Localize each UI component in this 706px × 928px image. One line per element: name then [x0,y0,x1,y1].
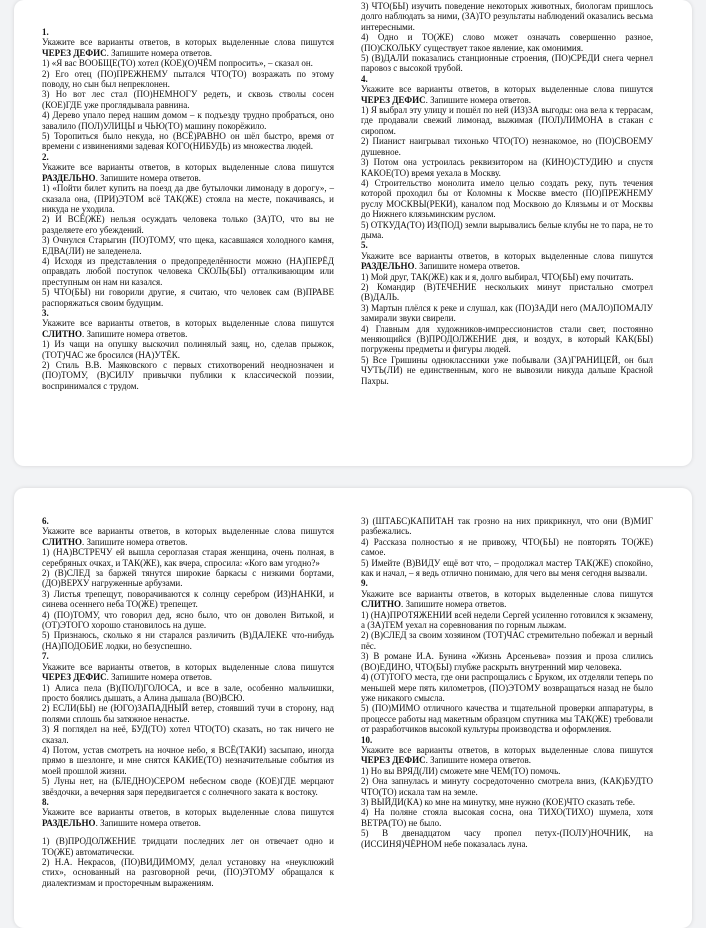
answer-option: 3) Но вот лес стал (ПО)НЕМНОГУ редеть, и сквозь стволы сосен (КОЕ)ГДЕ уже проглядывала равнина. [42,89,334,110]
instruction-keyword: РАЗДЕЛЬНО [42,817,96,828]
answer-option: 2) Стиль В.В. Маяковского с первых стихотворений неоднозначен и (ПО)ТОМУ, (В)СИЛУ привычки публики к классической поэзии, воспринимался с трудом. [42,360,334,391]
answer-option: 2) Его отец (ПО)ПРЕЖНЕМУ пытался ЧТО(ТО) возражать по этому поводу, но сын был непреклонен. [42,68,334,90]
task-block [361,578,653,734]
answer-option: 2) Она запнулась и минуту сосредоточенно смотрела вниз, (КАК)БУДТО ЧТО(ТО) искала там на земле. [361,776,653,797]
answer-option: 3) Потом она устроилась реквизитором на (КИНО)СТУДИЮ и спустя КАКОЕ(ТО) время уехала в Москву. [361,157,653,178]
task-number: 10. [361,734,373,745]
task-number: 1. [42,27,49,37]
answer-option: 1) Из чащи на опушку выскочил полинялый заяц, но, сделав прыжок, (ТОТ)ЧАС же бросился (НА)УТЁК. [42,339,334,360]
answer-option: 3) Мартын плёлся к реке и слушал, как (ПО)ЗАДИ него (МАЛО)ПОМАЛУ замирали звуки свирели. [361,302,653,324]
task-block [361,74,653,241]
instruction-text: Укажите все варианты ответов, в которых выделенные слова пишутся [42,807,334,818]
instruction-keyword: СЛИТНО [42,328,82,339]
answer-option: 2) (В)СЛЕД за своим хозяином (ТОТ)ЧАС стремительно побежал и верный пёс. [361,630,653,651]
page-2-left-column [42,516,334,888]
answer-option: 4) Одно и ТО(ЖЕ) слово может означать совершенно разное, (ПО)СКОЛЬКУ существует такое явление, как омонимия. [361,32,653,53]
answer-option: 2) Пианист наигрывал тихонько ЧТО(ТО) незнакомое, но (ПО)СВОЕМУ душевное. [361,136,653,157]
answer-option: 1) (НА)ВСТРЕЧУ ей вышла сероглазая старая женщина, очень полная, в серебряных очках, и ТАК(ЖЕ), как вчера, спросила: «Кого вам угодно?» [42,547,334,568]
answer-option: 5) Все Гришины одноклассники уже побывали (ЗА)ГРАНИЦЕЙ, он был ЧУТЬ(ЛИ) не единственным, кого не вывозили никуда дальше Красной Пахры. [361,354,653,386]
instruction-text: . Запишите номера ответов. [95,172,201,183]
answer-option: 2) (В)СЛЕД за баржей тянутся широкие баркасы с низкими бортами, (ДО)ВЕРХУ нагруженные арбузами. [42,568,334,589]
page-1-left-column [42,27,334,391]
answer-option: 4) (ПО)ТОМУ, что говорил дед, ясно было, что он доволен Витькой, и (ОТ)ЭТОГО хорошо становилось на душе. [42,609,334,631]
answer-option: 2) Командир (В)ТЕЧЕНИЕ нескольких минут пристально смотрел (В)ДАЛЬ. [361,281,653,303]
task-block [361,240,653,386]
instruction-keyword: СЛИТНО [361,599,401,610]
task-number: 9. [361,578,368,589]
instruction-text: Укажите все варианты ответов, в которых выделенные слова пишутся [42,526,334,537]
spacer [42,828,334,836]
instruction-text: Укажите все варианты ответов, в которых выделенные слова пишутся [42,162,334,173]
task-number: 6. [42,516,49,526]
instruction-text: Укажите все варианты ответов, в которых выделенные слова пишутся [42,318,334,329]
instruction-text: Укажите все варианты ответов, в которых выделенные слова пишутся [361,250,653,261]
instruction-keyword: ЧЕРЕЗ ДЕФИС [361,94,426,105]
answer-option: 5) Луны нет, на (БЛЕДНО)СЕРОМ небесном своде (КОЕ)ГДЕ мерцают звёздочки, а вечерняя заря передвигается с солнечного заката к востоку. [42,776,334,797]
task-instruction [361,251,653,272]
task-instruction [42,37,334,58]
task-number: 7. [42,651,49,662]
task-instruction [42,662,334,683]
task-block [42,27,334,152]
task-number: 5. [361,240,368,251]
answer-option: 1) (В)ПРОДОЛЖЕНИЕ тридцати последних лет он отвечает одно и ТО(ЖЕ) автоматически. [42,836,334,857]
answer-option: 1) «Я вас ВООБЩЕ(ТО) хотел (КОЕ)(О)ЧЁМ попросить», – сказал он. [42,58,313,69]
instruction-text: Укажите все варианты ответов, в которых выделенные слова пишутся [42,661,334,672]
answer-option: 3) В романе И.А. Бунина «Жизнь Арсеньева» поэзия и проза слились (ВО)ЕДИНО, ЧТО(БЫ) глубже раскрыть внутренний мир человека. [361,651,653,672]
task-instruction [42,807,334,828]
task-block [42,797,334,888]
answer-option: 4) Главным для художников-импрессионистов стали свет, постоянно меняющийся (В)ПРОДОЛЖЕНИЕ дня, и воздух, в который КАК(БЫ) погружены предметы и фигуры людей. [361,323,653,355]
answer-option: 2) Н.А. Некрасов, (ПО)ВИДИМОМУ, делал установку на «неуклюжий стих», основанный на разговорной речи, (ПО)ЭТОМУ обращался к диалектизмам и просторечным выражениям. [42,857,334,888]
task-instruction [361,745,653,766]
instruction-keyword: ЧЕРЕЗ ДЕФИС [42,672,107,683]
instruction-keyword: ЧЕРЕЗ ДЕФИС [42,47,107,58]
answer-option: 4) На поляне стояла высокая сосна, она ТИХО(ТИХО) шумела, хотя ВЕТРА(ТО) не было. [361,807,653,828]
task-block [42,516,334,651]
instruction-text: . Запишите номера ответов. [82,328,188,339]
task-number: 2. [42,151,49,162]
task-instruction [42,318,334,339]
answer-option: 1) (НА)ПРОТЯЖЕНИИ всей недели Сергей усиленно готовился к экзамену, а (ЗА)ТЕМ уехал на соревнования по горным лыжам. [361,609,653,631]
answer-option: 4) Рассказа полностью я не привожу, ЧТО(БЫ) не повторять ТО(ЖЕ) самое. [361,536,653,558]
answer-option: 5) (ПО)МИМО отличного качества и тщательной проверки аппаратуры, в процессе работы над макетным образцом спутника мы ТАК(ЖЕ) требовали от разработчиков высокой культуры производства и оформления. [361,703,653,735]
instruction-text: . Запишите номера ответов. [106,47,212,58]
answer-option: 4) Потом, устав смотреть на ночное небо, я ВСЁ(ТАКИ) засыпаю, иногда прямо в шезлонге, и мне снятся КАКИЕ(ТО) незначительные события из моей прошлой жизни. [42,744,334,776]
instruction-text: Укажите все варианты ответов, в которых выделенные слова пишутся [361,84,653,95]
answer-option: 3) Я поглядел на неё, БУД(ТО) хотел ЧТО(ТО) сказать, но так ничего не сказал. [42,724,334,745]
task-number: 4. [361,73,368,84]
answer-option: 5) (В)ДАЛИ показались станционные строения, (ПО)СРЕДИ снега чернел паровоз с высокой трубой. [361,53,653,74]
answer-option: 4) Строительство монолита имело целью создать реку, путь течения которой проходил бы от Коломны к Москве вместо (ПО)ПРЕЖНЕМУ руслу МОСКВЫ(РЕКИ), каналом под Москвою до Клязьмы и от Москвы до Нижнего клязьминским руслом. [361,177,653,220]
task-block [42,651,334,797]
answer-option: 5) Торопиться было некуда, но (ВСЁ)РАВНО он шёл быстро, время от времени с извинениями задевая КОГО(НИБУДЬ) из множества людей. [42,131,334,152]
task-block [42,152,334,308]
task-instruction [361,84,653,105]
answer-option: 1) «Пойти билет купить на поезд да две бутылочки лимонаду в дорогу», – сказала она, (ПРИ)ЭТОМ всё ТАК(ЖЕ) стояла на месте, покачиваясь, и никуда не уходила. [42,183,334,214]
page-2-right-column [361,516,653,849]
answer-option: 5) Имейте (В)ВИДУ ещё вот что, – продолжал мастер ТАК(ЖЕ) спокойно, как и начал, – я ведь отлично понимаю, для чего вы меня сегодня вызвали. [361,557,653,579]
instruction-keyword: РАЗДЕЛЬНО [42,172,96,183]
answer-option: 3) ВЫЙДИ(КА) ко мне на минутку, мне нужно (КОЕ)ЧТО сказать тебе. [361,796,636,807]
instruction-text: Укажите все варианты ответов, в которых выделенные слова пишутся [42,37,334,48]
answer-option: 5) В двенадцатом часу пропел петух-(ПОЛУ)НОЧНИК, на (ИССИНЯ)ЧЁРНОМ небе показалась луна. [361,828,653,849]
page-1-right-column [361,1,653,386]
task-instruction [42,162,334,183]
instruction-text: Укажите все варианты ответов, в которых выделенные слова пишутся [361,588,653,599]
answer-option: 1) Я выбрал эту улицу и пошёл по ней (ИЗ)ЗА выгоды: она вела к террасам, где продавали свежий лимонад, выжимая (ПОЛ)ЛИМОНА в стакан с сиропом. [361,105,653,136]
task-block [42,308,334,391]
instruction-text: Укажите все варианты ответов, в которых выделенные слова пишутся [361,744,653,755]
answer-option: 5) ЧТО(БЫ) ни говорили другие, я считаю, что человек сам (В)ПРАВЕ распоряжаться своим будущим. [42,287,334,308]
instruction-text: . Запишите номера ответов. [401,599,507,610]
page-1 [14,0,692,466]
task-instruction [361,589,653,610]
task-number: 8. [42,796,49,807]
answer-option: 2) И ВСЁ(ЖЕ) нельзя осуждать человека только (ЗА)ТО, что вы не разделяете его убеждений. [42,214,334,235]
instruction-keyword: ЧЕРЕЗ ДЕФИС [361,755,426,766]
instruction-text: . Запишите номера ответов. [95,817,201,828]
instruction-keyword: СЛИТНО [42,536,82,547]
answer-option: 3) ЧТО(БЫ) изучить поведение некоторых животных, биологам пришлось долго наблюдать за ними, (ЗА)ТО результаты наблюдений оказались весьма интересными. [361,1,653,32]
task-block [361,516,653,578]
task-instruction [42,526,334,547]
answer-option: 1) Алиса пела (В)(ПОЛ)ГОЛОСА, и все в зале, особенно мальчишки, просто боялись дышать, а Алина дышала (ВО)ВСЮ. [42,682,334,703]
instruction-keyword: РАЗДЕЛЬНО [361,261,415,272]
task-block [361,735,653,849]
instruction-text: . Запишите номера ответов. [414,261,520,272]
answer-option: 1) Мой друг, ТАК(ЖЕ) как и я, долго выбирал, ЧТО(БЫ) ему почитать. [361,271,634,282]
instruction-text: . Запишите номера ответов. [106,672,212,683]
answer-option: 4) Дерево упало перед нашим домом – к подъезду трудно пробраться, оно завалило (ПОЛ)УЛИЦЫ и ЧЬЮ(ТО) машину покорёжило. [42,110,334,131]
answer-option: 4) (ОТ)ТОГО места, где они распрощались с Бруком, их отделяли теперь по меньшей мере пять километров, (ПО)ЭТОМУ возвращаться назад не было уже никакого смысла. [361,672,653,703]
task-number: 3. [42,307,49,318]
page-2 [14,488,692,928]
answer-option: 5) Признаюсь, сколько я ни старался различить (В)ДАЛЕКЕ что-нибудь (НА)ПОДОБИЕ лодки, но безуспешно. [42,630,334,651]
task-block [361,1,653,74]
instruction-text: . Запишите номера ответов. [82,536,188,547]
answer-option: 5) ОТКУДА(ТО) ИЗ(ПОД) земли вырывались белые клубы не то пара, не то дыма. [361,219,653,240]
answer-option: 4) Исходя из представления о предопределённости можно (НА)ПЕРЁД оправдать любой поступок человека СКОЛЬ(БЫ) отталкивающим или преступным он нам ни казался. [42,255,334,287]
instruction-text: . Запишите номера ответов. [425,94,531,105]
answer-option: 3) Очнулся Старыгин (ПО)ТОМУ, что щека, касавшаяся холодного камня, ЕДВА(ЛИ) не заледенела. [42,235,334,256]
answer-option: 1) Но вы ВРЯД(ЛИ) сможете мне ЧЕМ(ТО) помочь. [361,765,561,776]
instruction-text: . Запишите номера ответов. [425,755,531,766]
answer-option: 2) ЕСЛИ(БЫ) не (ЮГО)ЗАПАДНЫЙ ветер, стоявший тучи в сторону, над полями сплошь бы затяжное ненастье. [42,703,334,724]
answer-option: 3) Листья трепещут, поворачиваются к солнцу серебром (ИЗ)НАНКИ, и синева осеннего неба ТО(ЖЕ) трепещет. [42,588,334,610]
answer-option: 3) (ШТАБС)КАПИТАН так грозно на них прикрикнул, что они (В)МИГ разбежались. [361,516,653,537]
